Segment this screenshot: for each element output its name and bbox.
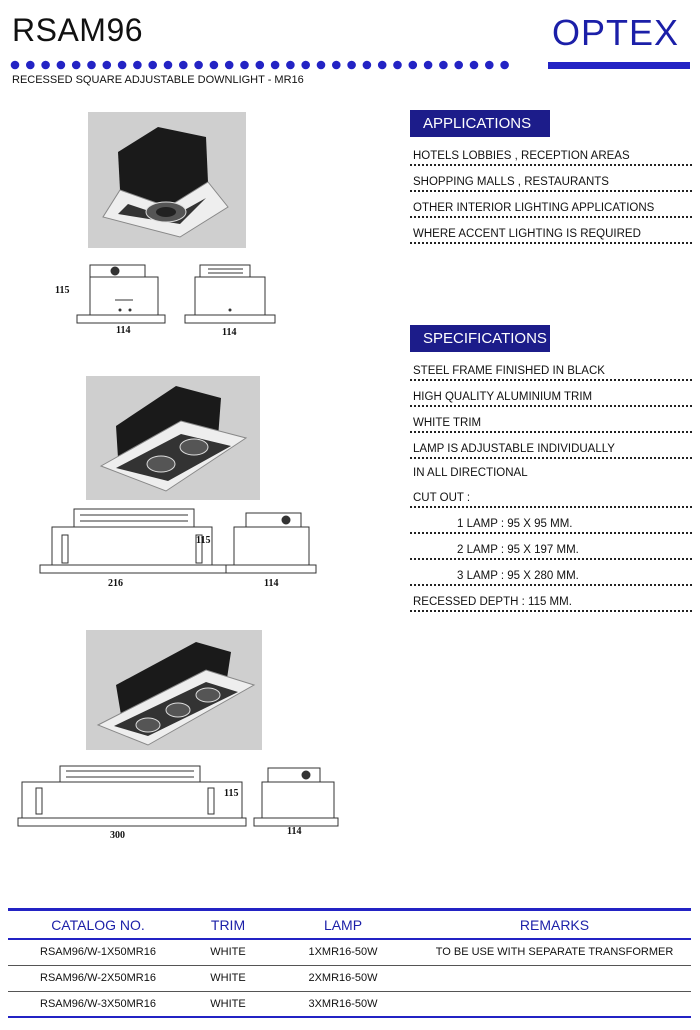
spec-cutout-item: 3 LAMP : 95 X 280 MM.: [410, 563, 692, 589]
cell-trim: WHITE: [210, 998, 246, 1010]
application-item: OTHER INTERIOR LIGHTING APPLICATIONS: [410, 195, 692, 221]
cell-remarks: [418, 966, 691, 991]
applications-heading: APPLICATIONS: [410, 110, 550, 137]
dimension-drawing-2-lamp: [24, 505, 324, 585]
model-title: RSAM96: [12, 12, 144, 48]
spec-cutout-item: 1 LAMP : 95 X 95 MM.: [410, 511, 692, 537]
dimension-drawing-1-lamp: [55, 260, 285, 340]
cell-catalog-no: RSAM96/W-3X50MR16: [40, 998, 156, 1010]
table-row: [8, 940, 691, 966]
dim-front-width-2: 216: [108, 578, 123, 589]
spec-item: IN ALL DIRECTIONAL: [413, 467, 528, 479]
cell-lamp: 2XMR16-50W: [308, 972, 378, 984]
table-row: [8, 966, 691, 992]
cell-catalog-no: RSAM96/W-2X50MR16: [40, 972, 156, 984]
dim-side-width-3: 114: [287, 826, 302, 837]
product-photo-1-lamp: [88, 112, 246, 248]
spec-item: HIGH QUALITY ALUMINIUM TRIM: [410, 384, 692, 410]
spec-item: WHITE TRIM: [410, 410, 692, 436]
header-trim: TRIM: [210, 917, 246, 933]
dim-front-width-1: 114: [116, 325, 131, 336]
cell-trim: WHITE: [210, 972, 246, 984]
dimension-drawing-3-lamp: [16, 762, 341, 834]
cell-remarks: TO BE USE WITH SEPARATE TRANSFORMER: [435, 946, 674, 958]
spec-cutout-item: 2 LAMP : 95 X 197 MM.: [410, 537, 692, 563]
header-lamp: LAMP: [323, 917, 363, 933]
product-photo-2-lamp: [86, 376, 260, 500]
cell-lamp: 1XMR16-50W: [308, 946, 378, 958]
header-remarks: REMARKS: [519, 917, 590, 933]
application-item: WHERE ACCENT LIGHTING IS REQUIRED: [410, 221, 692, 247]
dim-height-1: 115: [55, 285, 70, 296]
catalog-table: [8, 908, 691, 1018]
table-row: [8, 992, 691, 1018]
product-photo-3-lamp: [86, 630, 262, 750]
cell-remarks: [418, 992, 691, 1016]
spec-item: RECESSED DEPTH : 115 MM.: [410, 589, 692, 615]
cell-catalog-no: RSAM96/W-1X50MR16: [40, 946, 156, 958]
application-item: SHOPPING MALLS , RESTAURANTS: [410, 169, 692, 195]
header-catalog-no: CATALOG NO.: [51, 917, 145, 933]
brand-underline: [548, 62, 690, 69]
applications-list: [410, 143, 692, 247]
cell-trim: WHITE: [210, 946, 246, 958]
dim-height-3: 115: [224, 788, 239, 799]
brand-logo: OPTEX: [552, 12, 680, 53]
dotted-divider: [10, 59, 510, 71]
cell-lamp: 3XMR16-50W: [308, 998, 378, 1010]
dim-front-width-3: 300: [110, 830, 125, 841]
dim-side-width-2: 114: [264, 578, 279, 589]
dim-side-width-1: 114: [222, 327, 237, 338]
table-header-row: [8, 911, 691, 938]
application-item: HOTELS LOBBIES , RECEPTION AREAS: [410, 143, 692, 169]
spec-item: CUT OUT :: [410, 485, 692, 511]
dim-height-2: 115: [196, 535, 211, 546]
product-subtitle: RECESSED SQUARE ADJUSTABLE DOWNLIGHT - MR16: [12, 74, 304, 86]
specifications-list: [410, 358, 692, 615]
spec-item: STEEL FRAME FINISHED IN BLACK: [410, 358, 692, 384]
spec-item: LAMP IS ADJUSTABLE INDIVIDUALLY: [410, 436, 692, 462]
specifications-heading: SPECIFICATIONS: [410, 325, 550, 352]
